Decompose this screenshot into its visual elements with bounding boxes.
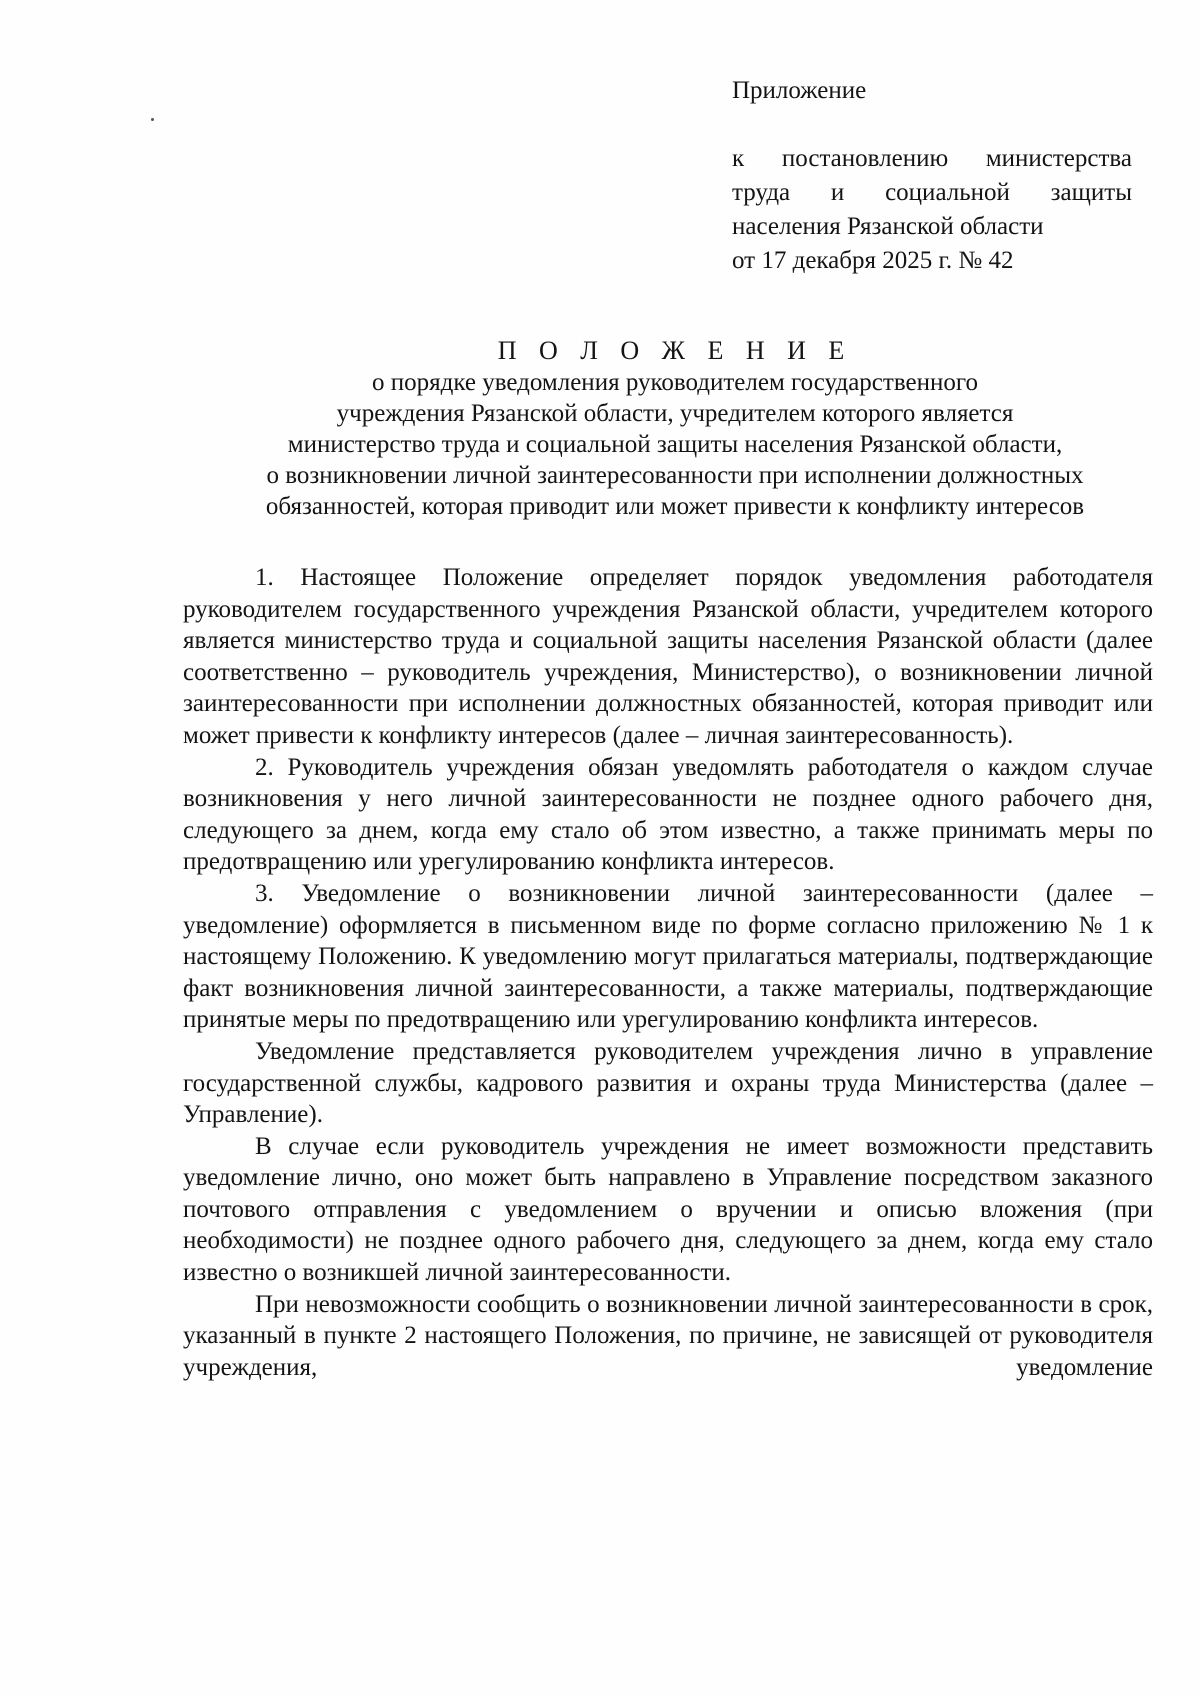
paragraph: 1. Настоящее Положение определяет порядок уведомления работодателя руководителем государственного учреждения Рязанской области, учредителем которого является министерство труда и социальной защиты населения Рязанской области (далее соответственно – руководитель учреждения, Министерство), о возникновении личной заинтересованности при исполнении должностных обязанностей, которая приводит или может привести к конфликту интересов (далее – личная заинтересованность). bbox=[183, 564, 1153, 749]
title-subline: о порядке уведомления руководителем государственного bbox=[372, 369, 978, 396]
scan-speck bbox=[151, 118, 154, 121]
paragraph: 3. Уведомление о возникновении личной заинтересованности (далее – уведомление) оформляется в письменном виде по форме согласно приложению № 1 к настоящему Положению. К уведомлению могут прилагаться материалы, подтверждающие факт возникновения личной заинтересованности, а также материалы, подтверждающие принятые меры по предотвращению или урегулированию конфликта интересов. bbox=[183, 879, 1153, 1034]
document-title: П О Л О Ж Е Н И Е bbox=[497, 336, 853, 365]
paragraph: 2. Руководитель учреждения обязан уведомлять работодателя о каждом случае возникновения у него личной заинтересованности не позднее одного рабочего дня, следующего за днем, когда ему стало об этом известно, а также принимать меры по предотвращению или урегулированию конфликта интересов. bbox=[183, 753, 1153, 876]
appendix-heading: Приложение bbox=[732, 77, 867, 104]
appendix-line: от 17 декабря 2025 г. № 42 bbox=[732, 247, 1014, 274]
paragraph: Уведомление представляется руководителем учреждения лично в управление государственной службы, кадрового развития и охраны труда Министерства (далее – Управление). bbox=[183, 1037, 1153, 1129]
document-body bbox=[183, 562, 1153, 1383]
paragraph: При невозможности сообщить о возникновении личной заинтересованности в срок, указанный в пункте 2 настоящего Положения, по причине, не зависящей от руководителя учреждения, уведомление bbox=[183, 1290, 1153, 1381]
title-subline: министерство труда и социальной защиты населения Рязанской области, bbox=[287, 431, 1063, 458]
paragraph: В случае если руководитель учреждения не имеет возможности представить уведомление лично, оно может быть направлено в Управление посредством заказного почтового отправления с уведомлением о вручении и описью вложения (при необходимости) не позднее одного рабочего дня, следующего за днем, когда ему стало известно о возникшей личной заинтересованности. bbox=[183, 1132, 1153, 1287]
title-subline: учреждения Рязанской области, учредителем которого является bbox=[336, 400, 1014, 427]
appendix-line: труда и социальной защиты bbox=[732, 179, 1132, 206]
title-subline: о возникновении личной заинтересованности при исполнении должностных bbox=[266, 462, 1084, 489]
appendix-line: к постановлению министерства bbox=[732, 145, 1132, 172]
document-title-block bbox=[150, 335, 1200, 522]
appendix-line: населения Рязанской области bbox=[732, 213, 1044, 240]
appendix-block bbox=[732, 74, 1132, 278]
title-subline: обязанностей, которая приводит или может привести к конфликту интересов bbox=[265, 493, 1085, 520]
